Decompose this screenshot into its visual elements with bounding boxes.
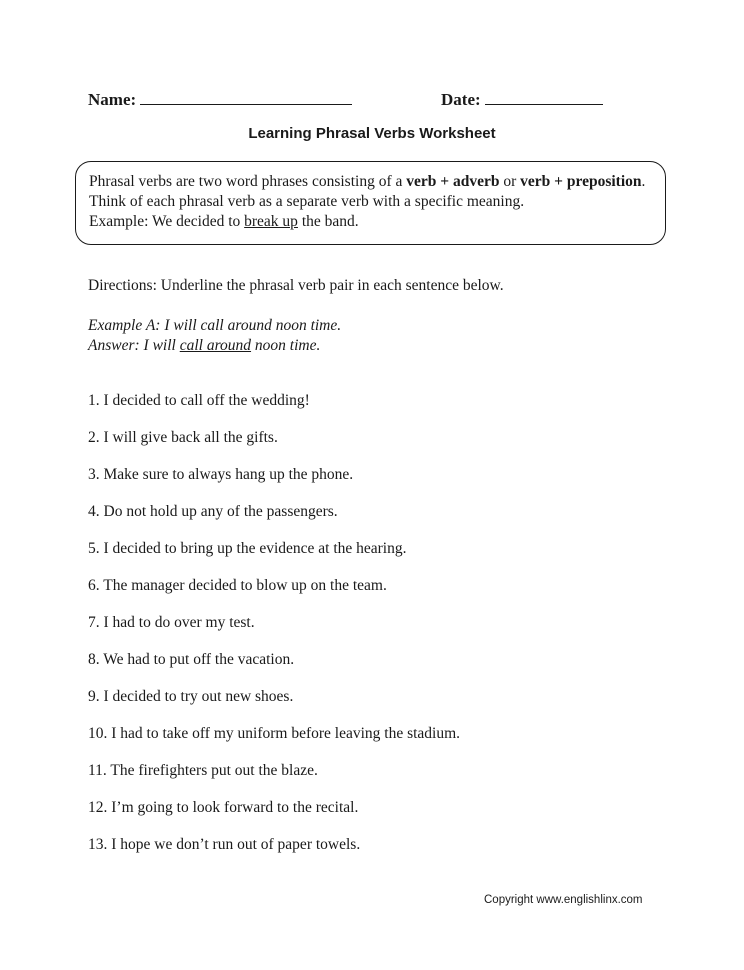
date-field [441, 89, 603, 110]
sentence-item[interactable]: 2. I will give back all the gifts. [88, 429, 278, 446]
example-block [88, 316, 341, 356]
intro-bold-verb-adverb: verb + adverb [406, 173, 500, 190]
sentence-item[interactable]: 11. The firefighters put out the blaze. [88, 762, 318, 779]
answer-prefix: Answer: I will [88, 337, 180, 354]
sentence-item[interactable]: 1. I decided to call off the wedding! [88, 392, 310, 409]
sentence-item[interactable]: 8. We had to put off the vacation. [88, 651, 295, 668]
sentence-item[interactable]: 4. Do not hold up any of the passengers. [88, 503, 338, 520]
intro-text-2: or [499, 173, 521, 190]
intro-example-prefix: Example: We decided to [89, 213, 245, 230]
sentence-item[interactable]: 10. I had to take off my uniform before leaving the stadium. [88, 725, 461, 742]
name-blank-line[interactable] [140, 89, 352, 105]
answer-phrase: call around [179, 337, 252, 354]
intro-text-3: . Think of each phrasal verb as a separate verb with a specific meaning. [89, 173, 646, 210]
answer-suffix: noon time. [251, 337, 321, 354]
sentence-item[interactable]: 6. The manager decided to blow up on the team. [88, 577, 387, 594]
example-a: Example A: I will call around noon time. [88, 317, 342, 334]
sentence-list [88, 391, 460, 872]
example-answer [88, 336, 341, 356]
date-blank-line[interactable] [485, 89, 603, 105]
name-label: Name: [88, 90, 137, 109]
directions: Directions: Underline the phrasal verb pair in each sentence below. [88, 277, 504, 294]
worksheet-title: Learning Phrasal Verbs Worksheet [248, 125, 496, 142]
sentence-item[interactable]: 7. I had to do over my test. [88, 614, 255, 631]
sentence-item[interactable]: 13. I hope we don’t run out of paper towels. [88, 836, 361, 853]
copyright-notice: Copyright www.englishlinx.com [484, 894, 643, 906]
date-label: Date: [441, 90, 481, 109]
intro-bold-verb-preposition: verb + preposition [520, 173, 642, 190]
sentence-item[interactable]: 3. Make sure to always hang up the phone. [88, 466, 354, 483]
intro-text-1: Phrasal verbs are two word phrases consisting of a [89, 173, 407, 190]
intro-box [75, 161, 666, 245]
name-field [88, 89, 352, 110]
sentence-item[interactable]: 9. I decided to try out new shoes. [88, 688, 294, 705]
intro-example-suffix: the band. [297, 213, 359, 230]
intro-example-phrase: break up [244, 213, 298, 230]
sentence-item[interactable]: 12. I’m going to look forward to the recital. [88, 799, 359, 816]
sentence-item[interactable]: 5. I decided to bring up the evidence at the hearing. [88, 540, 407, 557]
